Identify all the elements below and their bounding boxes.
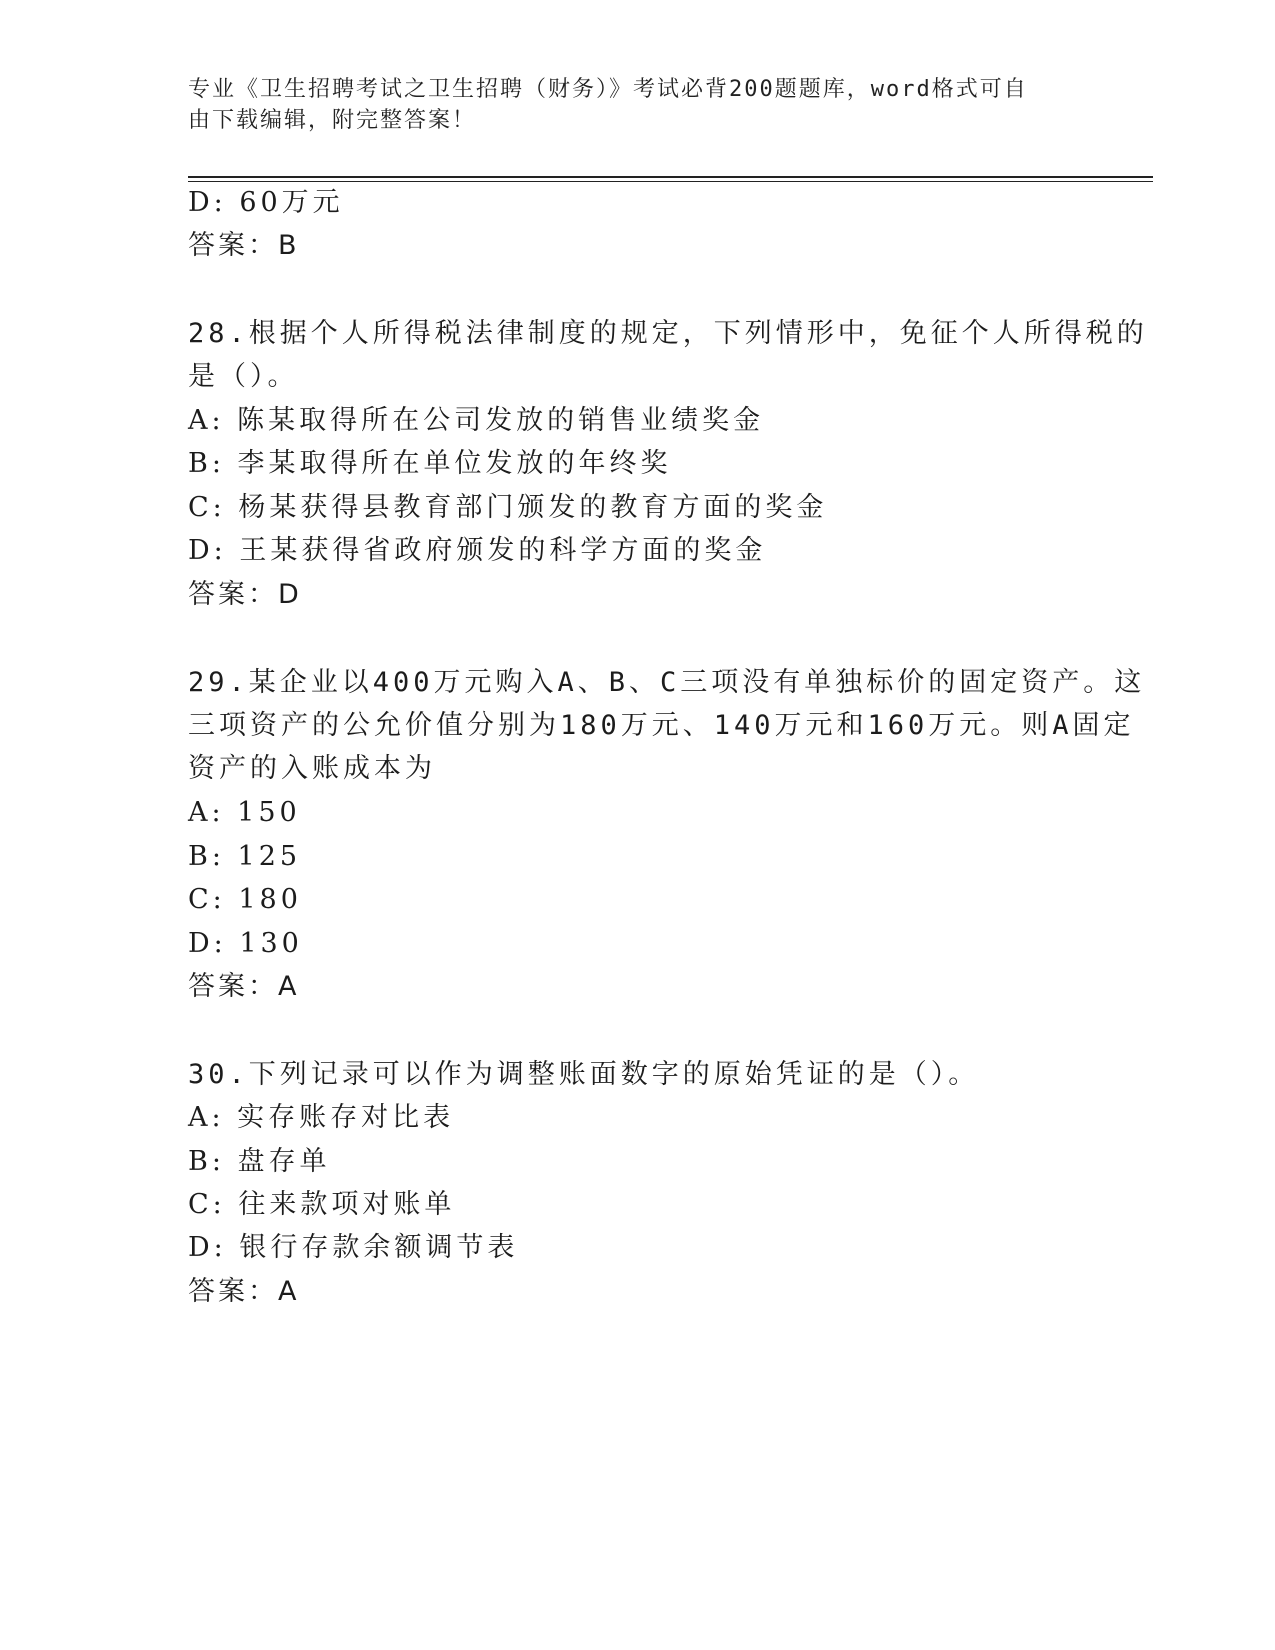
q28-option-c: C: 杨某获得县教育部门颁发的教育方面的奖金 — [188, 492, 828, 523]
header-rule-thick — [188, 176, 1153, 178]
prev-answer: 答案：B — [188, 230, 300, 261]
q30-option-a: A: 实存账存对比表 — [188, 1102, 455, 1133]
q29-option-b: B: 125 — [188, 841, 302, 872]
prev-option-d: D: 60万元 — [188, 187, 344, 218]
q28-answer: 答案：D — [188, 579, 302, 610]
q30-stem-line-1: 30.下列记录可以作为调整账面数字的原始凭证的是（）。 — [188, 1059, 980, 1090]
q28-option-d: D: 王某获得省政府颁发的科学方面的奖金 — [188, 535, 767, 566]
header-line-1: 专业《卫生招聘考试之卫生招聘（财务）》考试必背200题题库，word格式可自 — [188, 77, 1028, 102]
q29-option-d: D: 130 — [188, 928, 303, 959]
q29-stem-line-3: 资产的入账成本为 — [188, 753, 436, 784]
q29-option-a: A: 150 — [188, 797, 301, 828]
page-header — [188, 74, 1088, 136]
q28-option-a: A: 陈某取得所在公司发放的销售业绩奖金 — [188, 405, 765, 436]
q29-stem-line-1: 29.某企业以400万元购入A、B、C三项没有单独标价的固定资产。这 — [188, 667, 1146, 698]
q30-option-b: B: 盘存单 — [188, 1146, 331, 1177]
q30-option-d: D: 银行存款余额调节表 — [188, 1232, 519, 1263]
header-line-2: 由下载编辑，附完整答案！ — [188, 108, 477, 133]
q29-stem-line-2: 三项资产的公允价值分别为180万元、140万元和160万元。则A固定 — [188, 710, 1135, 741]
q30-option-c: C: 往来款项对账单 — [188, 1189, 456, 1220]
q28-stem-line-1: 28.根据个人所得税法律制度的规定，下列情形中，免征个人所得税的 — [188, 318, 1148, 349]
q29-option-c: C: 180 — [188, 884, 302, 915]
q28-stem-line-2: 是（）。 — [188, 361, 299, 392]
q29-answer: 答案：A — [188, 971, 300, 1002]
q28-option-b: B: 李某取得所在单位发放的年终奖 — [188, 448, 672, 479]
q30-answer: 答案：A — [188, 1276, 300, 1307]
